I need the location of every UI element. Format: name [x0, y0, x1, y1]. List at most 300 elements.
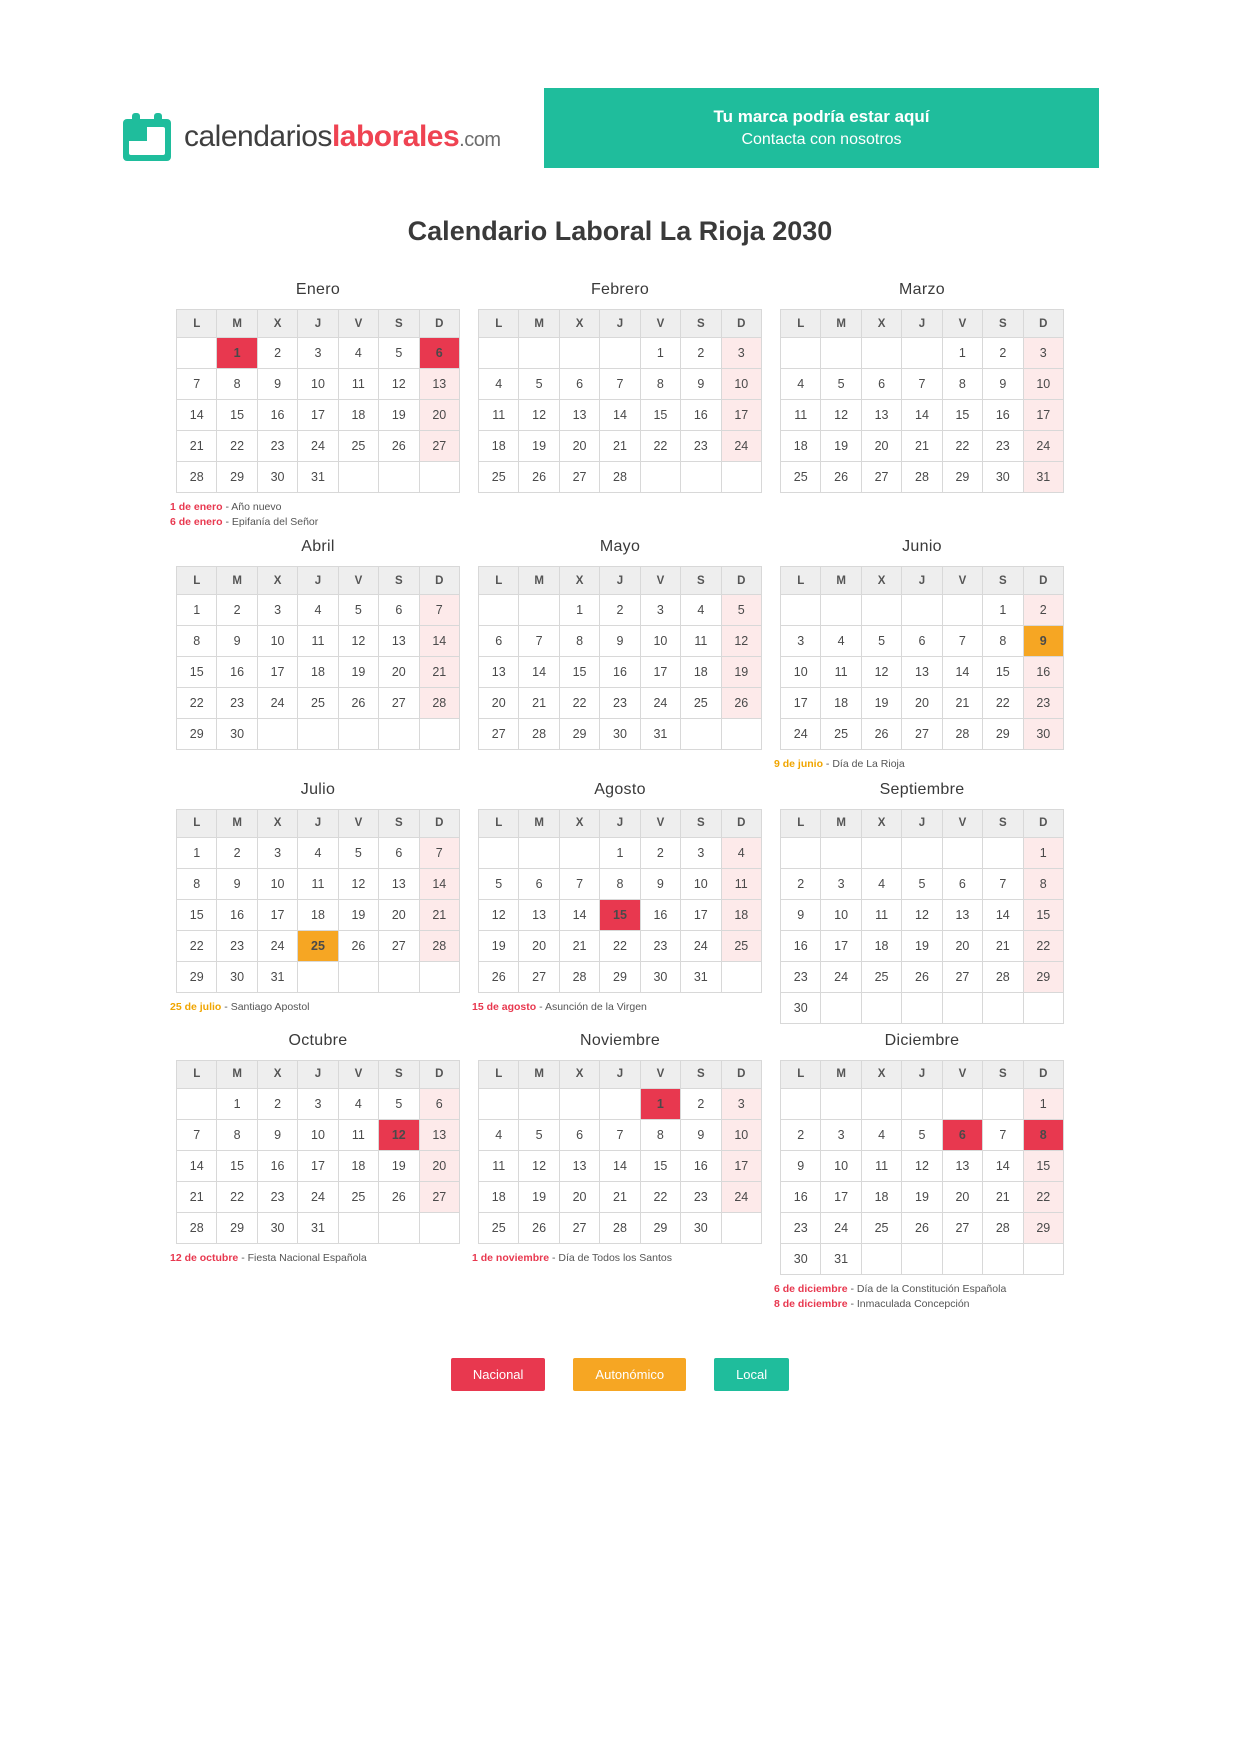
day-cell: 6 — [479, 626, 519, 657]
day-cell: 6 — [559, 1119, 599, 1150]
day-cell: 19 — [861, 688, 901, 719]
empty-cell — [379, 719, 419, 750]
weekday-header: L — [479, 809, 519, 837]
legend-item-nacional[interactable]: Nacional — [451, 1358, 546, 1391]
day-cell: 15 — [177, 899, 217, 930]
day-cell: 1 — [600, 837, 640, 868]
day-cell: 2 — [217, 837, 257, 868]
week-row — [781, 431, 1064, 462]
day-cell: 30 — [1023, 719, 1063, 750]
day-cell: 17 — [721, 1150, 761, 1181]
day-cell: 6 — [419, 1088, 459, 1119]
holiday-note-date: 1 de enero — [170, 501, 223, 513]
holiday-note-date: 15 de agosto — [472, 1000, 537, 1013]
day-cell: 5 — [379, 1088, 419, 1119]
day-cell: 8 — [942, 369, 982, 400]
weekday-header: X — [257, 809, 297, 837]
day-cell: 9 — [781, 1150, 821, 1181]
day-cell: 19 — [379, 400, 419, 431]
day-cell: 3 — [257, 837, 297, 868]
weekday-header: D — [721, 809, 761, 837]
week-row — [479, 626, 762, 657]
day-cell: 19 — [519, 431, 559, 462]
empty-cell — [419, 1212, 459, 1243]
weekday-header: L — [479, 310, 519, 338]
logo-text-part1: calendarios — [184, 120, 332, 153]
page-title: Calendario Laboral La Rioja 2030 — [407, 216, 833, 246]
weekday-header: L — [781, 310, 821, 338]
day-cell: 13 — [942, 1150, 982, 1181]
day-cell: 9 — [257, 369, 297, 400]
day-cell: 14 — [600, 400, 640, 431]
day-cell: 24 — [721, 1181, 761, 1212]
day-cell: 17 — [721, 400, 761, 431]
week-row — [781, 930, 1064, 961]
holiday-notes — [774, 757, 1073, 772]
day-cell: 4 — [479, 1119, 519, 1150]
day-cell: 3 — [298, 338, 338, 369]
month-agosto — [469, 781, 771, 1024]
day-cell: 5 — [379, 338, 419, 369]
empty-cell — [821, 338, 861, 369]
legend — [0, 1358, 1240, 1391]
banner-subline: Contacta con nosotros — [741, 131, 902, 148]
day-cell: 18 — [861, 1181, 901, 1212]
day-cell: 18 — [338, 400, 378, 431]
empty-cell — [983, 1243, 1023, 1274]
day-cell: 28 — [600, 462, 640, 493]
holiday-note-date: 1 de noviembre — [472, 1251, 550, 1264]
month-title: Abril — [301, 538, 335, 556]
day-cell: 16 — [1023, 657, 1063, 688]
weekday-header: M — [519, 1060, 559, 1088]
day-cell: 14 — [519, 657, 559, 688]
day-cell-holiday: 1 — [640, 1088, 680, 1119]
day-cell: 18 — [821, 688, 861, 719]
week-row — [479, 1088, 762, 1119]
day-cell: 26 — [379, 431, 419, 462]
week-row — [781, 1150, 1064, 1181]
day-cell: 21 — [177, 431, 217, 462]
day-cell: 31 — [821, 1243, 861, 1274]
day-cell: 15 — [1023, 1150, 1063, 1181]
day-cell: 13 — [379, 868, 419, 899]
weekday-header: D — [721, 567, 761, 595]
day-cell: 29 — [559, 719, 599, 750]
weekday-header: D — [1023, 1060, 1063, 1088]
weekday-header: V — [640, 1060, 680, 1088]
day-cell: 16 — [781, 930, 821, 961]
week-row — [177, 431, 460, 462]
ad-banner[interactable] — [544, 88, 1099, 168]
day-cell: 6 — [902, 626, 942, 657]
day-cell: 21 — [559, 930, 599, 961]
weekday-header: D — [419, 1060, 459, 1088]
weekday-header: X — [559, 310, 599, 338]
holiday-note — [170, 1251, 469, 1266]
holiday-note-date: 6 de enero — [170, 516, 223, 529]
weekday-header: D — [1023, 567, 1063, 595]
day-cell: 5 — [479, 868, 519, 899]
day-cell: 13 — [519, 899, 559, 930]
legend-item-autonómico[interactable]: Autonómico — [573, 1358, 686, 1391]
empty-cell — [781, 1088, 821, 1119]
day-cell: 10 — [781, 657, 821, 688]
holiday-note-date: 6 de diciembre — [774, 1282, 848, 1295]
day-cell: 2 — [640, 837, 680, 868]
week-row — [177, 1150, 460, 1181]
month-title: Diciembre — [884, 1031, 960, 1049]
weekday-header: M — [217, 310, 257, 338]
empty-cell — [600, 338, 640, 369]
day-cell: 20 — [559, 1181, 599, 1212]
day-cell: 28 — [559, 961, 599, 992]
empty-cell — [861, 1243, 901, 1274]
legend-item-local[interactable]: Local — [714, 1358, 789, 1391]
day-cell: 12 — [519, 1150, 559, 1181]
week-row — [177, 369, 460, 400]
day-cell: 21 — [942, 688, 982, 719]
day-cell: 9 — [217, 626, 257, 657]
day-cell: 29 — [1023, 1212, 1063, 1243]
empty-cell — [942, 1088, 982, 1119]
day-cell: 31 — [298, 462, 338, 493]
day-cell: 10 — [721, 369, 761, 400]
day-cell: 13 — [861, 400, 901, 431]
empty-cell — [640, 462, 680, 493]
day-cell: 25 — [479, 462, 519, 493]
day-cell: 22 — [640, 431, 680, 462]
day-cell: 12 — [861, 657, 901, 688]
empty-cell — [721, 1212, 761, 1243]
week-row — [177, 961, 460, 992]
month-title: Septiembre — [879, 780, 965, 798]
day-cell: 30 — [640, 961, 680, 992]
day-cell: 11 — [781, 400, 821, 431]
day-cell: 3 — [681, 837, 721, 868]
empty-cell — [519, 338, 559, 369]
empty-cell — [681, 719, 721, 750]
day-cell: 7 — [177, 1119, 217, 1150]
day-cell: 5 — [338, 595, 378, 626]
holiday-note — [170, 515, 469, 530]
day-cell: 31 — [1023, 462, 1063, 493]
empty-cell — [379, 1212, 419, 1243]
day-cell: 29 — [942, 462, 982, 493]
weekday-header: V — [338, 809, 378, 837]
week-row — [781, 1212, 1064, 1243]
day-cell: 30 — [217, 719, 257, 750]
week-row — [781, 595, 1064, 626]
weekday-header: X — [559, 567, 599, 595]
weekday-header: D — [721, 310, 761, 338]
day-cell: 25 — [861, 961, 901, 992]
week-row — [479, 837, 762, 868]
day-cell: 6 — [559, 369, 599, 400]
day-cell: 11 — [338, 369, 378, 400]
empty-cell — [781, 338, 821, 369]
month-table — [780, 309, 1064, 493]
month-abril — [167, 538, 469, 772]
day-cell: 9 — [640, 868, 680, 899]
empty-cell — [721, 961, 761, 992]
empty-cell — [1023, 1243, 1063, 1274]
day-cell: 19 — [721, 657, 761, 688]
month-table — [176, 1060, 460, 1244]
day-cell: 12 — [519, 400, 559, 431]
holiday-notes — [170, 500, 469, 530]
empty-cell — [519, 837, 559, 868]
day-cell: 23 — [217, 688, 257, 719]
day-cell: 26 — [379, 1181, 419, 1212]
day-cell: 27 — [942, 1212, 982, 1243]
day-cell: 4 — [338, 1088, 378, 1119]
week-row — [177, 1119, 460, 1150]
day-cell: 8 — [177, 626, 217, 657]
week-row — [781, 719, 1064, 750]
holiday-notes — [170, 1000, 469, 1015]
day-cell: 23 — [257, 1181, 297, 1212]
weekday-header: J — [298, 310, 338, 338]
day-cell: 26 — [902, 1212, 942, 1243]
day-cell: 18 — [298, 657, 338, 688]
holiday-note — [774, 1282, 1073, 1297]
day-cell: 18 — [338, 1150, 378, 1181]
week-row — [781, 462, 1064, 493]
day-cell: 22 — [177, 688, 217, 719]
empty-cell — [983, 992, 1023, 1023]
empty-cell — [419, 961, 459, 992]
day-cell: 21 — [177, 1181, 217, 1212]
day-cell: 30 — [781, 1243, 821, 1274]
day-cell: 21 — [600, 431, 640, 462]
holiday-note-date: 8 de diciembre — [774, 1297, 848, 1310]
weekday-header: S — [681, 1060, 721, 1088]
empty-cell — [177, 338, 217, 369]
holiday-note-text: - Inmaculada Concepción — [847, 1297, 970, 1310]
month-title: Octubre — [288, 1031, 348, 1049]
day-cell: 16 — [217, 657, 257, 688]
week-row — [177, 462, 460, 493]
month-table — [780, 809, 1064, 1024]
day-cell: 17 — [257, 899, 297, 930]
holiday-note — [774, 757, 1073, 772]
weekday-header: S — [983, 567, 1023, 595]
day-cell: 20 — [379, 657, 419, 688]
day-cell: 13 — [902, 657, 942, 688]
week-row — [479, 1181, 762, 1212]
weekday-header: J — [298, 1060, 338, 1088]
weekday-header: D — [1023, 809, 1063, 837]
day-cell: 21 — [419, 657, 459, 688]
week-row — [781, 868, 1064, 899]
day-cell-holiday: 25 — [298, 930, 338, 961]
day-cell-holiday: 15 — [600, 899, 640, 930]
empty-cell — [559, 338, 599, 369]
day-cell: 18 — [721, 899, 761, 930]
holiday-note-text: - Epifanía del Señor — [222, 516, 319, 529]
weekday-header: L — [781, 567, 821, 595]
day-cell: 24 — [640, 688, 680, 719]
day-cell: 8 — [217, 369, 257, 400]
day-cell: 20 — [861, 431, 901, 462]
day-cell: 21 — [902, 431, 942, 462]
day-cell: 10 — [821, 899, 861, 930]
day-cell: 28 — [177, 1212, 217, 1243]
week-row — [177, 1212, 460, 1243]
weekday-header: V — [942, 1060, 982, 1088]
holiday-note-text: - Año nuevo — [222, 501, 282, 513]
day-cell: 31 — [298, 1212, 338, 1243]
day-cell: 17 — [257, 657, 297, 688]
empty-cell — [861, 595, 901, 626]
empty-cell — [257, 719, 297, 750]
month-title: Agosto — [594, 780, 646, 798]
day-cell: 10 — [821, 1150, 861, 1181]
day-cell: 28 — [902, 462, 942, 493]
day-cell: 1 — [177, 595, 217, 626]
day-cell: 7 — [519, 626, 559, 657]
day-cell: 9 — [781, 899, 821, 930]
empty-cell — [559, 1088, 599, 1119]
site-logo[interactable] — [120, 88, 520, 164]
day-cell: 7 — [600, 369, 640, 400]
day-cell: 2 — [781, 868, 821, 899]
weekday-header: S — [983, 1060, 1023, 1088]
holiday-note-text: - Fiesta Nacional Española — [238, 1251, 367, 1264]
weekday-header: L — [177, 567, 217, 595]
holiday-note-text: - Día de la Constitución Española — [847, 1282, 1007, 1295]
month-title: Marzo — [899, 281, 945, 298]
month-title: Junio — [902, 538, 942, 556]
day-cell: 3 — [721, 1088, 761, 1119]
weekday-header: L — [177, 1060, 217, 1088]
month-marzo — [771, 281, 1073, 530]
empty-cell — [781, 837, 821, 868]
day-cell: 28 — [419, 688, 459, 719]
day-cell: 14 — [600, 1150, 640, 1181]
day-cell: 10 — [257, 868, 297, 899]
day-cell: 2 — [1023, 595, 1063, 626]
week-row — [479, 719, 762, 750]
weekday-header: V — [640, 310, 680, 338]
weekday-header: M — [217, 567, 257, 595]
day-cell: 10 — [721, 1119, 761, 1150]
day-cell: 17 — [298, 1150, 338, 1181]
empty-cell — [721, 462, 761, 493]
day-cell-holiday: 8 — [1023, 1119, 1063, 1150]
day-cell: 13 — [419, 1119, 459, 1150]
day-cell: 27 — [861, 462, 901, 493]
day-cell: 14 — [177, 1150, 217, 1181]
day-cell: 30 — [781, 992, 821, 1023]
holiday-note — [472, 1000, 771, 1015]
day-cell: 8 — [1023, 868, 1063, 899]
weekday-header: M — [519, 809, 559, 837]
day-cell: 11 — [721, 868, 761, 899]
day-cell: 25 — [338, 1181, 378, 1212]
day-cell: 12 — [379, 369, 419, 400]
month-title: Julio — [300, 780, 336, 798]
weekday-header: L — [177, 809, 217, 837]
weekday-header: J — [902, 809, 942, 837]
day-cell: 12 — [338, 868, 378, 899]
calendar-icon — [120, 110, 174, 164]
day-cell: 26 — [519, 462, 559, 493]
weekday-header: J — [902, 1060, 942, 1088]
day-cell: 5 — [519, 369, 559, 400]
day-cell-holiday: 1 — [217, 338, 257, 369]
week-row — [781, 657, 1064, 688]
day-cell: 24 — [257, 688, 297, 719]
weekday-header: M — [519, 310, 559, 338]
day-cell: 25 — [821, 719, 861, 750]
day-cell: 12 — [338, 626, 378, 657]
day-cell: 22 — [1023, 930, 1063, 961]
weekday-header: L — [781, 1060, 821, 1088]
day-cell: 19 — [338, 899, 378, 930]
month-table — [176, 309, 460, 493]
day-cell: 4 — [681, 595, 721, 626]
day-cell: 18 — [479, 1181, 519, 1212]
day-cell: 4 — [821, 626, 861, 657]
weekday-header: J — [600, 567, 640, 595]
day-cell: 29 — [217, 1212, 257, 1243]
week-row — [479, 369, 762, 400]
day-cell: 19 — [379, 1150, 419, 1181]
weekday-header: L — [479, 567, 519, 595]
day-cell: 22 — [217, 431, 257, 462]
day-cell: 17 — [821, 1181, 861, 1212]
day-cell: 3 — [821, 1119, 861, 1150]
month-table — [478, 1060, 762, 1244]
day-cell: 18 — [298, 899, 338, 930]
day-cell: 20 — [942, 930, 982, 961]
day-cell: 25 — [298, 688, 338, 719]
day-cell: 22 — [217, 1181, 257, 1212]
week-row — [479, 688, 762, 719]
week-row — [479, 462, 762, 493]
week-row — [781, 1088, 1064, 1119]
weekday-header: S — [681, 809, 721, 837]
day-cell: 21 — [983, 930, 1023, 961]
day-cell: 5 — [821, 369, 861, 400]
day-cell: 3 — [821, 868, 861, 899]
week-row — [177, 899, 460, 930]
day-cell: 26 — [821, 462, 861, 493]
day-cell: 23 — [681, 1181, 721, 1212]
empty-cell — [479, 837, 519, 868]
weekday-header: V — [942, 809, 982, 837]
day-cell: 5 — [519, 1119, 559, 1150]
day-cell: 11 — [338, 1119, 378, 1150]
day-cell: 17 — [298, 400, 338, 431]
month-table — [780, 1060, 1064, 1275]
week-row — [479, 1119, 762, 1150]
week-row — [177, 688, 460, 719]
day-cell: 2 — [217, 595, 257, 626]
day-cell: 26 — [519, 1212, 559, 1243]
day-cell: 15 — [559, 657, 599, 688]
day-cell: 12 — [821, 400, 861, 431]
week-row — [177, 837, 460, 868]
day-cell: 5 — [861, 626, 901, 657]
day-cell: 19 — [338, 657, 378, 688]
day-cell: 28 — [983, 1212, 1023, 1243]
day-cell: 6 — [861, 369, 901, 400]
empty-cell — [902, 992, 942, 1023]
day-cell: 24 — [821, 961, 861, 992]
